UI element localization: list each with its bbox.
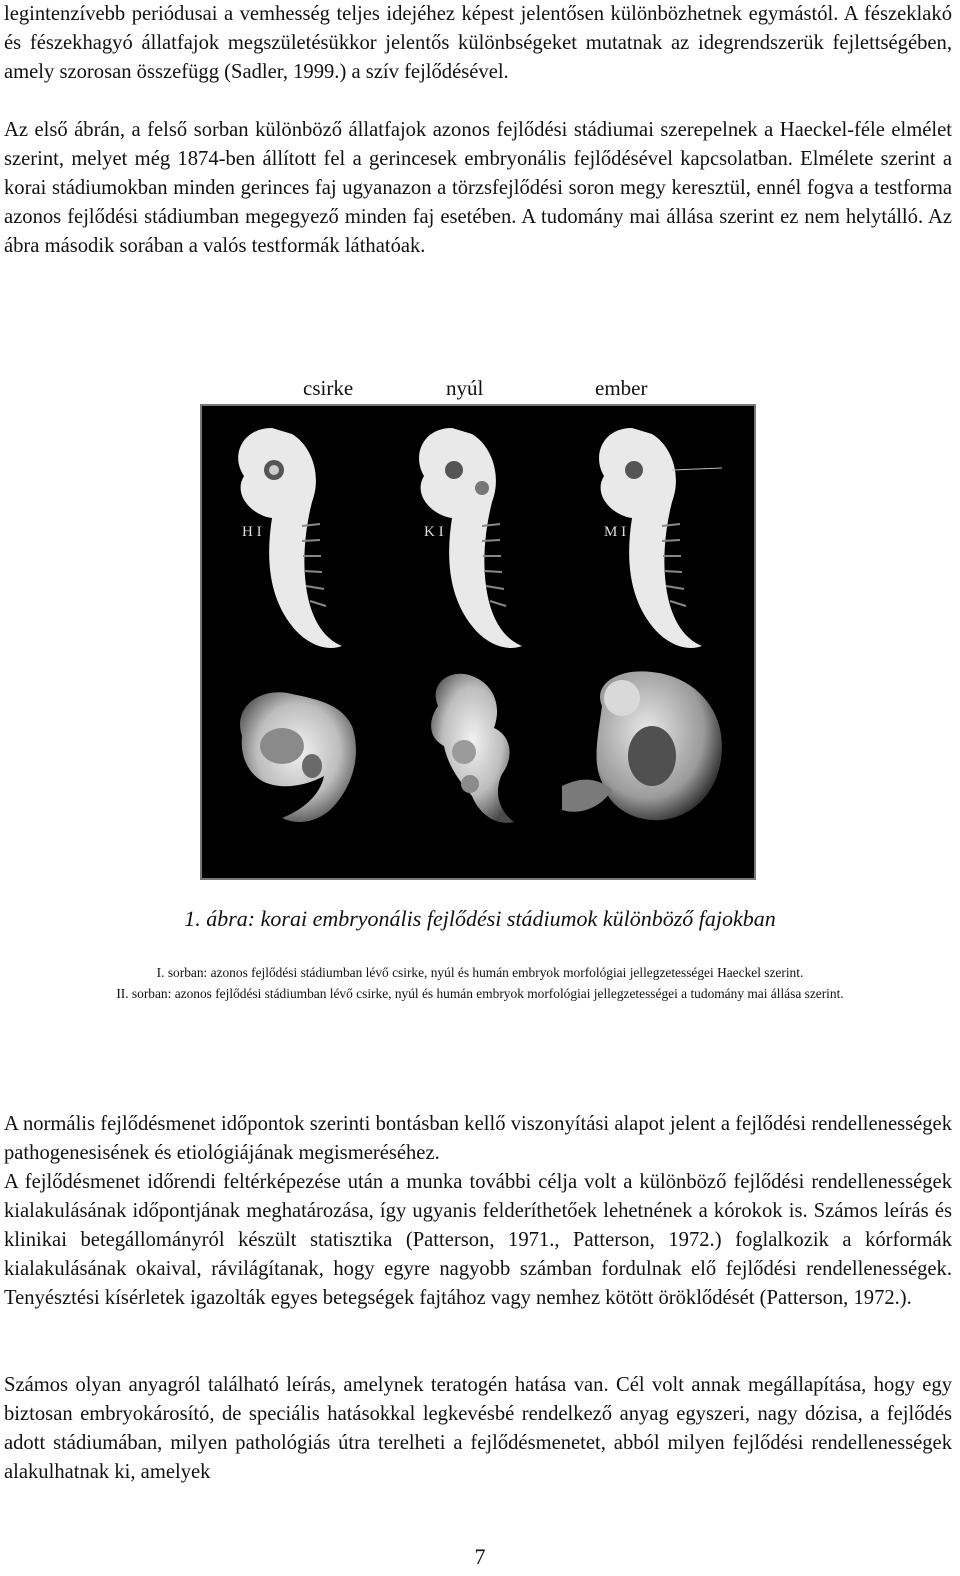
haeckel-drawing-rabbit	[419, 428, 522, 648]
haeckel-drawing-human	[599, 428, 722, 648]
embryo-illustration	[202, 406, 754, 878]
figure-note-row-2: II. sorban: azonos fejlődési stádiumban lévő csirke, nyúl és humán embryok morfológiai jellegzetességei a tudomány mai állása szerint.	[116, 986, 844, 1001]
drawing-label-rabbit: K I	[424, 524, 444, 540]
column-label-rabbit: nyúl	[446, 376, 484, 400]
figure-note-row-1: I. sorban: azonos fejlődési stádiumban lévő csirke, nyúl és humán embryok morfológiai jellegzetességei Haeckel szerint.	[156, 965, 804, 980]
haeckel-paragraph: Az első ábrán, a felső sorban különböző állatfajok azonos fejlődési stádiumai szerepelnek a Haeckel-féle elmélet szerint, melyet még 1874-ben állított fel a gerincesek embryonális fejlődésével kapcsolatban. Elmélete szerint a korai stádiumokban minden gerinces faj ugyanazon a törzsfejlődési soron megy keresztül, ennél fogva a testforma azonos fejlődési stádiumban megegyező minden faj esetében. A tudomány mai állása szerint ez nem helytálló. Az ábra második sorában a valós testformák láthatóak.	[4, 119, 952, 257]
paragraph-malformations: A fejlődésmenet időrendi feltérképezése után a munka további célja volt a különböző fejlődési rendellenességek kialakulásának időpontjának meghatározása, így ugyanis felderíthetőek lehetnének a kórokok is. Számos leírás és klinikai betegállományról készült statisztika (Patterson, 1971., Patterson, 1972.) foglalkozik a kórformák kialakulásának okaival, rávilágítanak, hogy egyre nagyobb számban fordulnak elő fejlődési rendellenességek. Tenyésztési kísérletek igazolták egyes betegségek fajtához vagy nemhez kötött öröklődését (Patterson, 1972.).	[4, 1171, 952, 1309]
photo-embryo-human	[562, 671, 722, 820]
embryo-figure	[200, 404, 756, 880]
paragraph-normal-development: A normális fejlődésmenet időpontok szerinti bontásban kellő viszonyítási alapot jelent a fejlődési rendellenességek pathogenesisének és etiológiájának megismeréséhez.	[4, 1113, 952, 1164]
figure-caption: 1. ábra: korai embryonális fejlődési stádiumok különböző fajokban	[184, 906, 776, 931]
drawing-label-chicken: H I	[242, 524, 262, 540]
paragraph-teratogens: Számos olyan anyagról található leírás, amelynek teratogén hatása van. Cél volt annak megállapítása, hogy egy biztosan embryokárosító, de speciális hatásokkal legkevésbé rendelkező anyag egyszeri, nagy dózisa, a fejlődés adott stádiumában, milyen pathológiás útra terelheti a fejlődésmenetet, abból milyen fejlődési rendellenességek alakulhatnak ki, amelyek	[4, 1374, 952, 1483]
photo-embryo-rabbit	[431, 674, 514, 823]
intro-paragraph: legintenzívebb periódusai a vemhesség teljes idejéhez képest jelentősen különbözhetnek egymástól. A fészeklakó és fészekhagyó állatfajok megszületésükkor jelentős különbségeket mutatnak az idegrendszerük fejlettségében, amely szorosan összefügg (Sadler, 1999.) a szív fejlődésével.	[4, 3, 952, 83]
page-number: 7	[474, 1544, 486, 1569]
figure-column-labels	[0, 376, 960, 404]
column-label-human: ember	[595, 376, 648, 400]
photo-embryo-chicken	[240, 692, 356, 822]
column-label-chicken: csirke	[303, 376, 354, 400]
haeckel-drawing-chicken	[238, 428, 342, 648]
drawing-label-human: M I	[604, 524, 627, 540]
